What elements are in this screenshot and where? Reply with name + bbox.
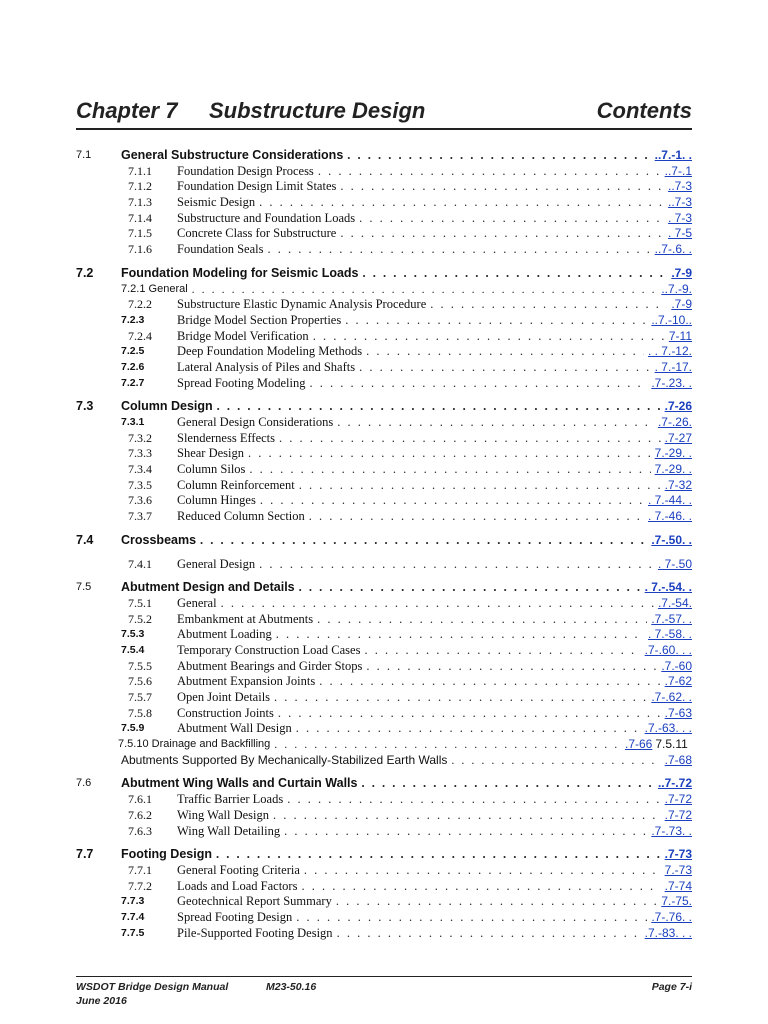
subsection-number: 7.6.1: [128, 792, 152, 807]
subsection-number: 7.3.7: [128, 509, 152, 524]
section-spacer: [0, 768, 768, 776]
toc-section-row: [0, 266, 768, 282]
toc-subsection-row: [0, 509, 768, 525]
toc-subsection-row: [0, 627, 768, 643]
subsection-page-link[interactable]: .7.-54.: [657, 595, 692, 610]
dot-leader: [340, 179, 664, 195]
section-number: 7.7: [76, 847, 94, 862]
subsection-title: General: [177, 595, 217, 610]
subsection-title: Foundation Design Limit States: [177, 179, 337, 194]
subsection-page-link[interactable]: ..7-.1: [664, 163, 692, 178]
dot-leader: [267, 242, 650, 258]
subsection-number: 7.2.3: [121, 313, 145, 326]
section-spacer: [0, 572, 768, 580]
toc-subsection-row: [0, 910, 768, 926]
dot-leader: [249, 462, 650, 478]
subsection-page-link[interactable]: .7-66: [625, 737, 653, 752]
dot-leader: [279, 431, 661, 447]
toc-subsection-row: [0, 596, 768, 612]
toc-subsection-row: [0, 446, 768, 462]
toc-subsection-row: [0, 753, 768, 769]
toc-section-row: [0, 776, 768, 792]
subsection-number: 7.5.9: [121, 722, 145, 735]
subsection-number: 7.1.6: [128, 242, 152, 257]
subsection-page-link[interactable]: . . 7.-12.: [647, 344, 692, 359]
subsection-number: 7.2.6: [121, 360, 145, 373]
dot-leader: [216, 847, 661, 863]
toc-subsection-row: [0, 706, 768, 722]
subsection-title: [121, 282, 188, 298]
subsection-title: Open Joint Details: [177, 690, 271, 704]
toc-section-row: [0, 533, 768, 549]
subsection-page-link[interactable]: 7-11: [668, 328, 692, 343]
table-of-contents: [0, 148, 768, 941]
dot-leader: [284, 824, 647, 840]
subsection-title: Column Reinforcement: [177, 477, 295, 492]
section-page-link[interactable]: .7-9: [671, 265, 692, 280]
section-number: 7.6: [76, 777, 92, 790]
subsection-page-link[interactable]: ..7-3: [667, 195, 692, 210]
dot-leader: [299, 580, 641, 596]
subsection-page-link[interactable]: .7-.62. .: [651, 690, 692, 704]
contents-heading: Contents: [596, 98, 692, 123]
section-title: General Substructure Considerations: [121, 148, 344, 162]
section-page-link[interactable]: .7-73: [664, 847, 692, 862]
subsection-page-link[interactable]: .7-74: [664, 878, 692, 893]
toc-subsection-row: [0, 557, 768, 573]
dot-leader: [299, 478, 661, 494]
toc-subsection-row: [0, 894, 768, 910]
subsection-page-link[interactable]: . 7.-44. .: [647, 493, 692, 508]
subsection-page-link[interactable]: .7.-83. . .: [644, 925, 692, 940]
toc-subsection-row: [0, 313, 768, 329]
section-title: Foundation Modeling for Seismic Loads: [121, 265, 359, 280]
subsection-title: Foundation Design Process: [177, 163, 314, 178]
subsection-title: Concrete Class for Substructure: [177, 226, 337, 241]
subsection-number: 7.2.2: [128, 297, 152, 312]
dot-leader: [336, 894, 657, 910]
subsection-number: 7.7.3: [121, 895, 145, 908]
subsection-page-link[interactable]: ..7-.6. .: [654, 242, 692, 257]
subsection-number: 7.2.1: [121, 282, 146, 295]
subsection-number: 7.2.4: [128, 328, 152, 343]
dot-leader: [366, 344, 644, 360]
dot-leader: [451, 753, 660, 769]
subsection-number: 7.5.10: [118, 738, 149, 751]
subsection-page-link[interactable]: 7.-75.: [661, 894, 692, 909]
subsection-title: Geotechnical Report Summary: [177, 894, 332, 909]
dot-leader: [366, 659, 657, 675]
dot-leader: [287, 792, 660, 808]
subsection-title-text: Drainage and Backfilling: [151, 738, 271, 751]
section-number: 7.1: [76, 149, 92, 161]
subsection-number: 7.5.4: [121, 643, 145, 656]
dot-leader: [274, 690, 647, 706]
section-page-link[interactable]: .7-.50. .: [651, 532, 692, 547]
dot-leader: [273, 808, 661, 824]
section-number: 7.2: [76, 265, 94, 280]
subsection-title: Traffic Barrier Loads: [177, 792, 284, 807]
subsection-number: 7.1.3: [128, 195, 152, 210]
subsection-number: 7.7.2: [128, 878, 152, 893]
subsection-title: Lateral Analysis of Piles and Shafts: [177, 359, 356, 374]
subsection-number: 7.6.3: [128, 823, 152, 838]
section-spacer: [0, 549, 768, 557]
section-title: Abutment Design and Details: [121, 580, 295, 595]
toc-subsection-row: [0, 690, 768, 706]
dot-leader: [359, 360, 651, 376]
subsection-number: 7.5.1: [128, 595, 152, 610]
subsection-title: Deep Foundation Modeling Methods: [177, 344, 363, 359]
footer-date: June 2016: [76, 995, 127, 1007]
toc-subsection-row: [0, 926, 768, 942]
subsection-number: 7.3.1: [121, 416, 145, 428]
section-spacer: [0, 258, 768, 266]
subsection-title: Spread Footing Design: [177, 909, 293, 924]
toc-subsection-row: [0, 282, 768, 298]
subsection-number: 7.3.2: [128, 430, 152, 445]
subsection-number: 7.7.4: [121, 910, 145, 923]
dot-leader: [221, 596, 654, 612]
subsection-title: Embankment at Abutments: [177, 611, 314, 626]
subsection-page-link[interactable]: .7.-60: [661, 658, 692, 673]
toc-subsection-row: [0, 792, 768, 808]
dot-leader: [337, 415, 654, 431]
trailing-section-number: 7.5.11: [655, 737, 688, 752]
subsection-page-link[interactable]: .7-.60. . .: [644, 642, 692, 657]
dot-leader: [318, 164, 661, 180]
subsection-number: 7.4.1: [128, 556, 152, 571]
dot-leader: [200, 533, 647, 549]
dot-leader: [259, 195, 664, 211]
subsection-page-link[interactable]: 7.-73: [664, 862, 692, 877]
dot-leader: [192, 282, 658, 298]
page-footer: [76, 976, 692, 1007]
subsection-title: Abutment Loading: [177, 627, 272, 642]
subsection-title: [118, 737, 270, 753]
section-spacer: [0, 391, 768, 399]
dot-leader: [274, 737, 621, 753]
subsection-title: General Design Considerations: [177, 415, 334, 429]
subsection-number: 7.7.5: [121, 926, 145, 939]
toc-subsection-row: [0, 674, 768, 690]
toc-subsection-row: [0, 659, 768, 675]
section-spacer: [0, 839, 768, 847]
toc-section-row: [0, 148, 768, 164]
dot-leader: [309, 376, 647, 392]
subsection-page-link[interactable]: .7-27: [664, 430, 692, 445]
dot-leader: [347, 148, 650, 164]
section-title: Footing Design: [121, 847, 212, 862]
dot-leader: [340, 226, 664, 242]
subsection-title: Wing Wall Design: [177, 807, 269, 822]
toc-subsection-row: [0, 824, 768, 840]
subsection-title: Bridge Model Verification: [177, 328, 309, 343]
subsection-title: Column Hinges: [177, 493, 256, 508]
subsection-number: 7.7.1: [128, 862, 152, 877]
subsection-title: Seismic Design: [177, 195, 256, 210]
subsection-title: Abutment Expansion Joints: [177, 674, 316, 689]
subsection-page-link[interactable]: .7-32: [664, 477, 692, 492]
subsection-page-link[interactable]: .7-.73. .: [651, 823, 692, 838]
subsection-number: 7.5.7: [128, 690, 152, 704]
subsection-number: 7.5.8: [128, 705, 152, 720]
subsection-number: 7.3.4: [128, 462, 152, 477]
subsection-title: Construction Joints: [177, 705, 274, 720]
subsection-number: 7.2.7: [121, 376, 145, 389]
subsection-page-link[interactable]: .7.-63. . .: [644, 721, 692, 736]
subsection-number: 7.1.4: [128, 210, 152, 225]
subsection-number: 7.6.2: [128, 807, 152, 822]
toc-subsection-row: [0, 879, 768, 895]
toc-subsection-row: [0, 242, 768, 258]
subsection-page-link[interactable]: .7-63: [664, 705, 692, 720]
dot-leader: [359, 211, 664, 227]
subsection-title: Substructure Elastic Dynamic Analysis Procedure: [177, 297, 427, 312]
section-page-link[interactable]: ..7-.72: [657, 776, 692, 791]
subsection-page-link[interactable]: ..7.-9.: [661, 281, 692, 296]
dot-leader: [217, 399, 661, 415]
dot-leader: [319, 674, 660, 690]
subsection-title: Shear Design: [177, 446, 244, 461]
subsection-title-text: General: [148, 282, 188, 295]
toc-subsection-row: [0, 297, 768, 313]
subsection-title: Column Silos: [177, 462, 246, 477]
subsection-page-link[interactable]: .7-.23. .: [651, 375, 692, 390]
subsection-page-link[interactable]: .7-62: [664, 674, 692, 689]
toc-subsection-row: [0, 493, 768, 509]
subsection-page-link[interactable]: . 7-.50: [657, 556, 692, 571]
toc-subsection-row: [0, 226, 768, 242]
toc-subsection-row: [0, 462, 768, 478]
subsection-page-link[interactable]: .7-68: [664, 752, 692, 767]
subsection-page-link[interactable]: . 7-5: [667, 226, 692, 241]
toc-section-row: [0, 580, 768, 596]
toc-subsection-row: [0, 612, 768, 628]
toc-subsection-row: [0, 179, 768, 195]
dot-leader: [276, 627, 644, 643]
subsection-page-link[interactable]: .7-.26.: [657, 415, 692, 429]
toc-subsection-row: [0, 195, 768, 211]
subsection-page-link[interactable]: .7-9: [671, 297, 692, 312]
dot-leader: [309, 509, 644, 525]
subsection-number: 7.1.5: [128, 226, 152, 241]
dot-leader: [364, 643, 640, 659]
dot-leader: [361, 776, 654, 792]
subsection-title: Loads and Load Factors: [177, 878, 298, 893]
subsection-page-link[interactable]: 7.-29. .: [654, 462, 692, 477]
subsection-page-link[interactable]: .7-72: [664, 792, 692, 807]
subsection-title: Slenderness Effects: [177, 430, 276, 445]
dot-leader: [337, 926, 641, 942]
subsection-page-link[interactable]: . 7-3: [667, 210, 692, 225]
subsection-number: 7.1.1: [128, 163, 152, 178]
toc-subsection-row: [0, 360, 768, 376]
section-page-link[interactable]: .7-26: [664, 399, 692, 414]
subsection-page-link[interactable]: .7-72: [664, 807, 692, 822]
subsection-title: Substructure and Foundation Loads: [177, 210, 356, 225]
toc-subsection-row: [0, 643, 768, 659]
dot-leader: [296, 721, 641, 737]
toc-subsection-row: [0, 808, 768, 824]
subsection-title: General Design: [177, 556, 256, 571]
toc-subsection-row: [0, 863, 768, 879]
subsection-title: Reduced Column Section: [177, 509, 305, 524]
subsection-number: 7.2.5: [121, 345, 145, 358]
subsection-page-link[interactable]: .7-.76. .: [651, 909, 692, 924]
footer-manual-title: WSDOT Bridge Design Manual: [76, 981, 229, 993]
subsection-page-link[interactable]: . 7.-46. .: [647, 509, 692, 524]
subsection-page-link[interactable]: .7.-57. .: [651, 611, 692, 626]
footer-page-number: Page 7-i: [651, 981, 692, 993]
subsection-page-link[interactable]: 7.-29. .: [654, 446, 692, 461]
toc-subsection-row: [0, 164, 768, 180]
section-title: Abutment Wing Walls and Curtain Walls: [121, 776, 358, 791]
dot-leader: [259, 557, 654, 573]
toc-subsection-row: [0, 211, 768, 227]
dot-leader: [345, 313, 647, 329]
toc-section-row: [0, 847, 768, 863]
section-number: 7.3: [76, 399, 94, 414]
dot-leader: [313, 329, 665, 345]
subsection-number: 7.3.6: [128, 493, 152, 508]
subsection-number: 7.5.2: [128, 611, 152, 626]
toc-subsection-row: [0, 721, 768, 737]
section-number: 7.4: [76, 532, 94, 547]
toc-subsection-row: [0, 415, 768, 431]
toc-subsection-row: [0, 376, 768, 392]
subsection-number: 7.5.6: [128, 674, 152, 689]
toc-subsection-row: [0, 478, 768, 494]
subsection-title: Abutment Bearings and Girder Stops: [177, 658, 363, 673]
section-title: Column Design: [121, 399, 213, 414]
subsection-title: Spread Footing Modeling: [177, 375, 306, 390]
subsection-title: Temporary Construction Load Cases: [177, 642, 361, 657]
subsection-number: 7.3.3: [128, 446, 152, 461]
dot-leader: [430, 297, 667, 313]
subsection-title: Abutments Supported By Mechanically-Stabilized Earth Walls: [121, 752, 448, 767]
section-spacer: [0, 525, 768, 533]
dot-leader: [278, 706, 661, 722]
toc-section-row: [0, 399, 768, 415]
subsection-number: 7.3.5: [128, 477, 152, 492]
section-page-link[interactable]: . 7.-.54. .: [644, 580, 692, 595]
toc-subsection-row: [0, 737, 768, 753]
subsection-title: General Footing Criteria: [177, 862, 300, 877]
chapter-title: Substructure Design: [209, 98, 426, 123]
dot-leader: [260, 493, 644, 509]
dot-leader: [317, 612, 647, 628]
subsection-number: 7.5.5: [128, 658, 152, 673]
section-number: 7.5: [76, 581, 92, 594]
dot-leader: [304, 863, 661, 879]
dot-leader: [296, 910, 647, 926]
subsection-title: Pile-Supported Footing Design: [177, 925, 333, 940]
subsection-page-link[interactable]: ..7.-10..: [651, 312, 692, 327]
section-title: Crossbeams: [121, 532, 197, 547]
dot-leader: [363, 266, 668, 282]
toc-subsection-row: [0, 431, 768, 447]
subsection-number: 7.1.2: [128, 179, 152, 194]
footer-manual-code: M23-50.16: [266, 981, 317, 993]
toc-subsection-row: [0, 344, 768, 360]
chapter-header: [76, 96, 692, 130]
chapter-number: Chapter 7: [76, 98, 178, 123]
subsection-title: Foundation Seals: [177, 242, 264, 257]
toc-subsection-row: [0, 329, 768, 345]
subsection-page-link[interactable]: ..7-3: [667, 179, 692, 194]
subsection-title: Wing Wall Detailing: [177, 823, 281, 838]
dot-leader: [248, 446, 651, 462]
subsection-number: 7.5.3: [121, 628, 145, 641]
subsection-title: Bridge Model Section Properties: [177, 312, 342, 327]
subsection-title: Abutment Wall Design: [177, 721, 292, 736]
subsection-page-link[interactable]: . 7.-58. .: [647, 627, 692, 642]
subsection-page-link[interactable]: . 7.-17.: [654, 359, 692, 374]
section-page-link[interactable]: ..7.-1. .: [654, 148, 692, 162]
dot-leader: [301, 879, 660, 895]
